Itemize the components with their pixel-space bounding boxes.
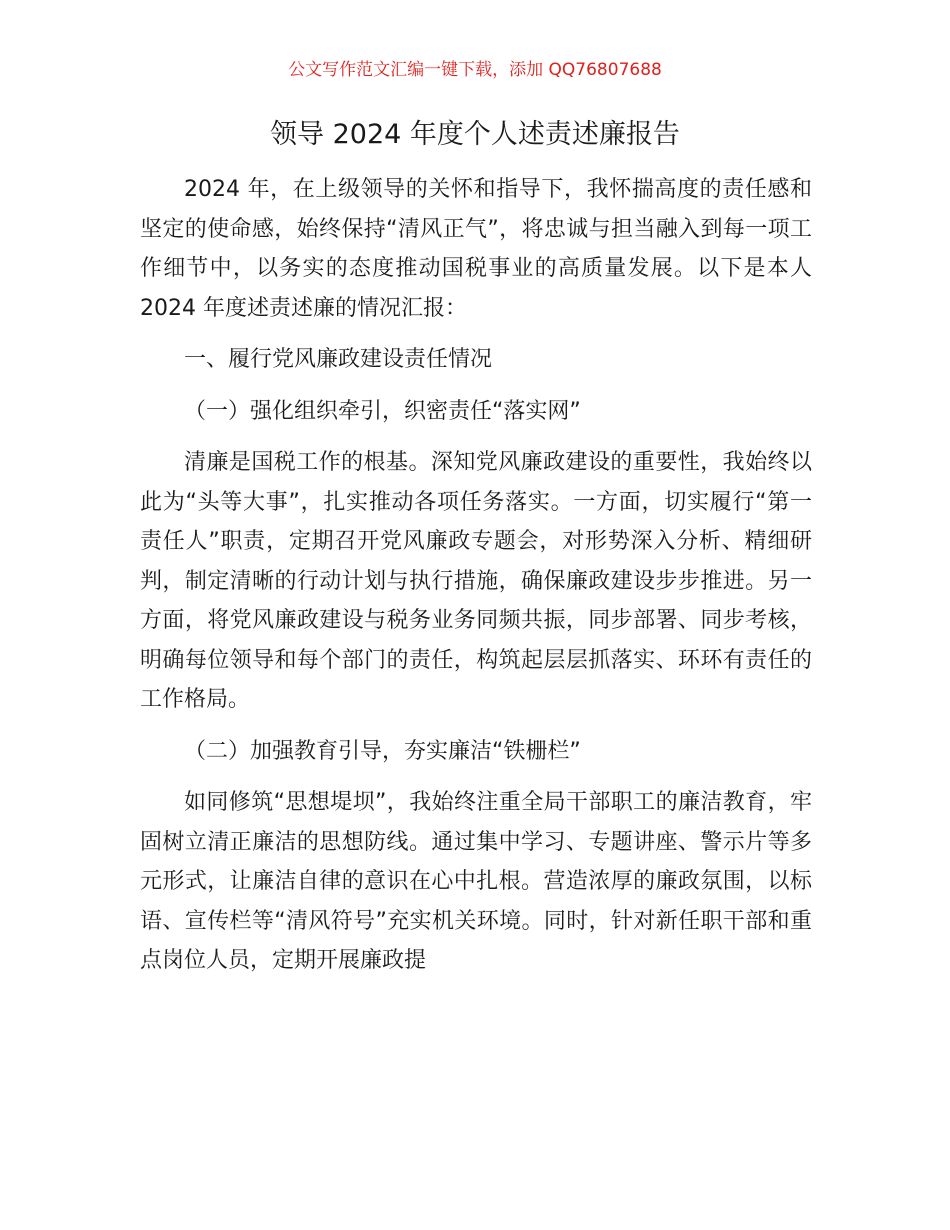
subsection-heading-1: （一）强化组织牵引，织密责任“落实网”: [184, 398, 581, 424]
download-promo-note: 公文写作范文汇编一键下载，添加 QQ76807688: [288, 60, 662, 80]
report-body: [140, 170, 812, 993]
intro-paragraph: 2024 年，在上级领导的关怀和指导下，我怀揣高度的责任感和坚定的使命感，始终保持“清风正气”，将忠诚与担当融入到每一项工作细节中，以务实的态度推动国税事业的高质量发展。以下是本人 2024 年度述责述廉的情况汇报：: [140, 177, 812, 321]
subsection-heading-2: （二）加强教育引导，夯实廉洁“铁栅栏”: [184, 738, 581, 764]
section-heading-1: 一、履行党风廉政建设责任情况: [184, 347, 493, 372]
paragraph-responsibility: 清廉是国税工作的根基。深知党风廉政建设的重要性，我始终以此为“头等大事”，扎实推动各项任务落实。一方面，切实履行“第一责任人”职责，定期召开党风廉政专题会，对形势深入分析、精细研判，制定清晰的行动计划与执行措施，确保廉政建设步步推进。另一方面，将党风廉政建设与税务业务同频共振，同步部署、同步考核，明确每位领导和每个部门的责任，构筑起层层抓落实、环环有责任的工作格局。: [140, 450, 812, 712]
paragraph-education: 如同修筑“思想堤坝”，我始终注重全局干部职工的廉洁教育，牢固树立清正廉洁的思想防线。通过集中学习、专题讲座、警示片等多元形式，让廉洁自律的意识在心中扎根。营造浓厚的廉政氛围，以标语、宣传栏等“清风符号”充实机关环境。同时，针对新任职干部和重点岗位人员，定期开展廉政提: [140, 790, 812, 973]
report-title: 领导 2024 年度个人述责述廉报告: [270, 119, 680, 150]
